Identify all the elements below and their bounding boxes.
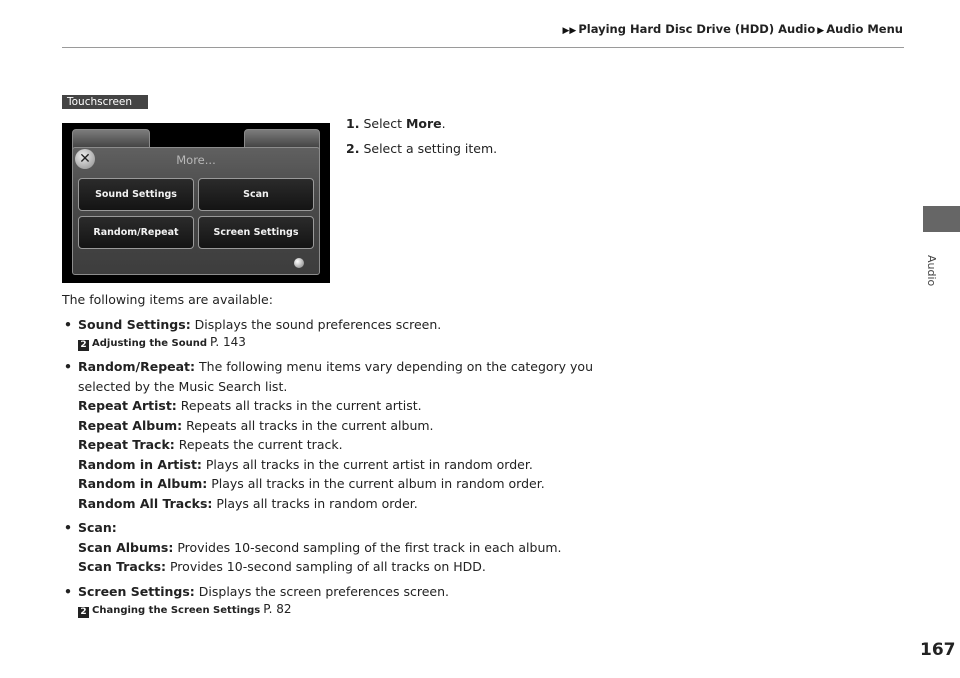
triangle-right-icon: ▶: [817, 26, 825, 36]
sub-item: Random in Artist: Plays all tracks in the current artist in random order.: [78, 456, 533, 472]
sub-item: Repeat Track: Repeats the current track.: [78, 437, 343, 452]
chapter-tab: [923, 206, 960, 232]
cross-reference-icon: 2: [78, 340, 89, 351]
chapter-label: Audio: [925, 255, 938, 287]
random-repeat-option: Random/Repeat: [78, 216, 194, 249]
sound-settings-link[interactable]: 2 Adjusting the Sound P. 143: [78, 334, 662, 352]
screen-settings-link[interactable]: 2 Changing the Screen Settings P. 82: [78, 601, 662, 619]
random-repeat-item: • Random/Repeat: The following menu items vary depending on the category you selected by the Music Search list. Repeat Artist: Repeats all tracks in the current artist. Repeat Album: Repeats all tracks in the current album. Repeat Track: Repeats the current track. Random in Artist: Plays all tracks in the current artist in random order. Random in Album: Plays all tracks in the current album in random order. Random All Tracks: Plays all tracks in random order.: [62, 357, 662, 513]
breadcrumb: [561, 22, 904, 36]
sub-item: Repeat Artist: Repeats all tracks in the current artist.: [78, 398, 422, 413]
cross-reference-icon: 2: [78, 607, 89, 618]
touchscreen-label: Touchscreen: [62, 95, 148, 109]
screen-settings-option: Screen Settings: [198, 216, 314, 249]
sub-item: Scan Albums: Provides 10-second sampling of the first track in each album.: [78, 539, 562, 555]
breadcrumb-section[interactable]: Playing Hard Disc Drive (HDD) Audio: [578, 22, 816, 36]
step-1: 1. Select More.: [346, 116, 446, 131]
sub-item: Scan Tracks: Provides 10-second sampling of all tracks on HDD.: [78, 559, 486, 574]
header-rule: [62, 47, 904, 48]
sub-item: Repeat Album: Repeats all tracks in the current album.: [78, 417, 434, 433]
steps: [346, 116, 497, 166]
body-text: [62, 290, 662, 624]
step-2: 2. Select a setting item.: [346, 141, 498, 156]
triangle-right-icon: ▶▶: [562, 26, 577, 36]
sub-item: Random in Album: Plays all tracks in the current album in random order.: [78, 476, 545, 491]
sub-item: Random All Tracks: Plays all tracks in random order.: [78, 495, 418, 511]
more-title: More...: [176, 153, 216, 167]
indicator-dot: [294, 258, 304, 268]
sound-settings-option: Sound Settings: [78, 178, 194, 211]
scan-option: Scan: [198, 178, 314, 211]
screen-settings-item: • Screen Settings: Displays the screen preferences screen. 2 Changing the Screen Settings P. 82: [62, 582, 662, 620]
screen-image: [62, 123, 330, 283]
close-icon: ✕: [75, 149, 95, 169]
sound-settings-item: • Sound Settings: Displays the sound preferences screen. 2 Adjusting the Sound P. 143: [62, 315, 662, 353]
intro-text: The following items are available:: [62, 292, 273, 307]
scan-item: • Scan: Scan Albums: Provides 10-second sampling of the first track in each album. Scan Tracks: Provides 10-second sampling of all tracks on HDD.: [62, 518, 662, 577]
page-number: 167: [920, 640, 956, 660]
breadcrumb-topic[interactable]: Audio Menu: [826, 22, 903, 36]
